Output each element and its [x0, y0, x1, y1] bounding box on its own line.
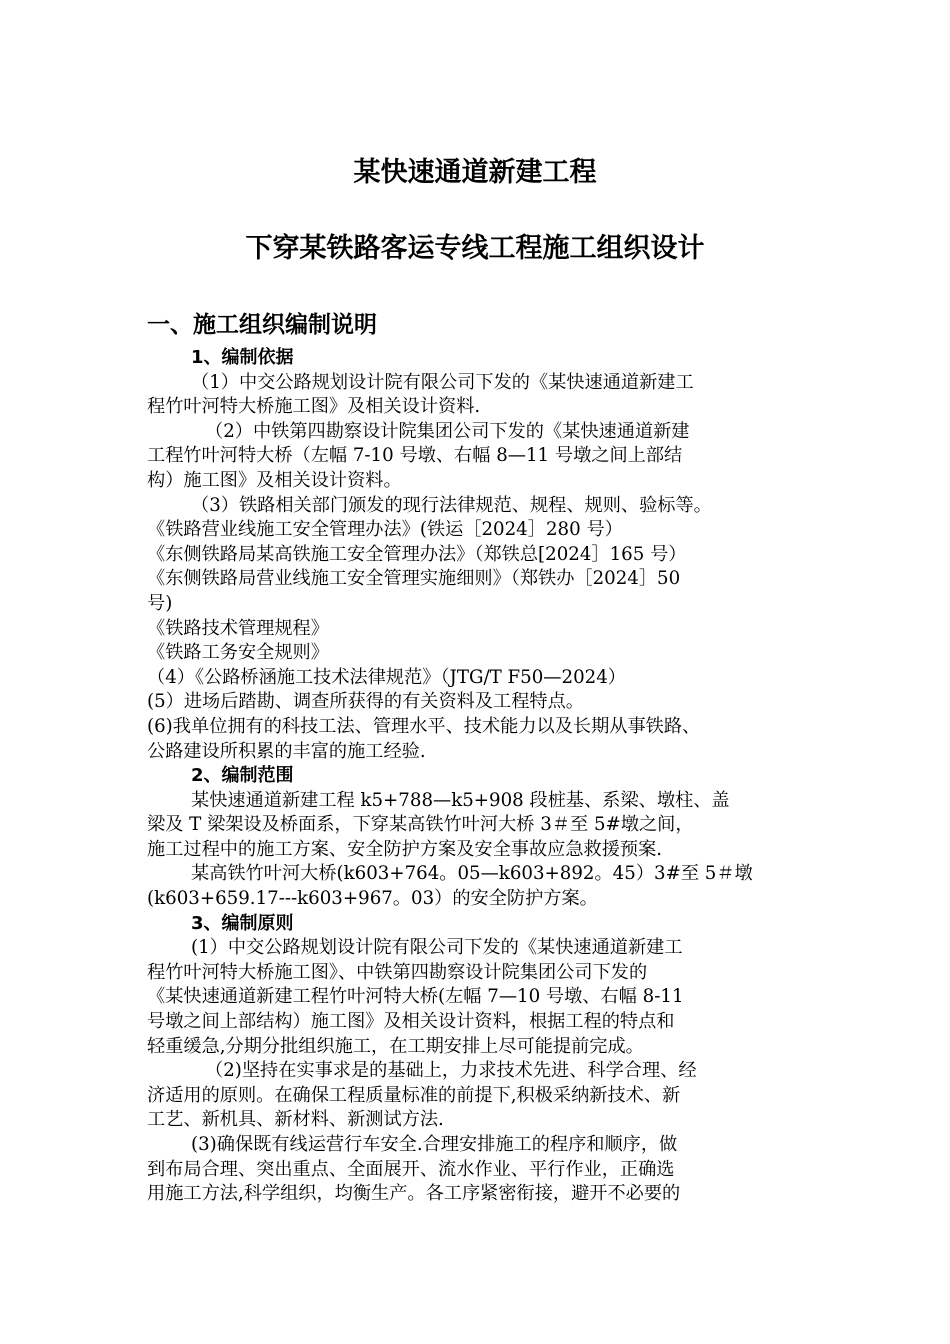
subsection-heading: 2、编制范围	[191, 765, 294, 787]
body-line: 《某快速通道新建工程竹叶河特大桥(左幅 7—10 号墩、右幅 8-11	[147, 986, 684, 1008]
body-line: 工艺、新机具、新材料、新测试方法.	[147, 1109, 444, 1131]
body-line: 《铁路营业线施工安全管理办法》(铁运［2024］280 号）	[147, 519, 623, 541]
body-line: 公路建设所积累的丰富的施工经验.	[147, 740, 426, 762]
body-line: （2)坚持在实事求是的基础上，力求技术先进、科学合理、经	[205, 1060, 697, 1082]
body-line: 程竹叶河特大桥施工图》、中铁第四勘察设计院集团公司下发的	[147, 961, 648, 983]
body-line: （1）中交公路规划设计院有限公司下发的《某快速通道新建工	[191, 371, 694, 393]
body-line: (k603+659.17---k603+967。03）的安全防护方案。	[147, 888, 598, 910]
body-line: (6)我单位拥有的科技工法、管理水平、技术能力以及长期从事铁路、	[147, 715, 701, 737]
body-line: 某高铁竹叶河大桥(k603+764。05—k603+892。45）3#至 5＃墩	[191, 863, 753, 885]
body-line: 《铁路技术管理规程》	[147, 617, 329, 639]
body-line: 《东侧铁路局营业线施工安全管理实施细则》（郑铁办［2024］50	[147, 568, 681, 590]
body-line: 梁及 T 梁架设及桥面系，下穿某高铁竹叶河大桥 3＃至 5#墩之间，	[147, 814, 694, 836]
subsection-heading: 1、编制依据	[191, 347, 294, 368]
body-line: 施工过程中的施工方案、安全防护方案及安全事故应急救援预案.	[147, 838, 663, 860]
body-line: 济适用的原则。在确保工程质量标准的前提下,积极采纳新技术、新	[147, 1084, 681, 1106]
body-line: (3)确保既有线运营行车安全.合理安排施工的程序和顺序，做	[191, 1134, 678, 1155]
body-line: 《铁路工务安全规则》	[147, 642, 329, 664]
body-line: （3）铁路相关部门颁发的现行法律规范、规程、规则、验标等。	[191, 494, 712, 516]
body-line: 号)	[147, 592, 173, 614]
body-line: (5）进场后踏勘、调查所获得的有关资料及工程特点。	[147, 691, 584, 713]
document-body	[147, 346, 827, 1207]
body-line: 号墩之间上部结构）施工图》及相关设计资料，根据工程的特点和	[147, 1011, 675, 1033]
document-title-line2: 下穿某铁路客运专线工程施工组织设计	[245, 233, 705, 264]
body-line: 《东侧铁路局某高铁施工安全管理办法》（郑铁总[2024］165 号）	[147, 543, 687, 565]
body-line: (1）中交公路规划设计院有限公司下发的《某快速通道新建工	[191, 937, 683, 959]
body-line: 工程竹叶河特大桥（左幅 7-10 号墩、右幅 8—11 号墩之间上部结	[147, 445, 683, 467]
body-line: 构）施工图》及相关设计资料。	[147, 469, 402, 491]
body-line: 到布局合理、突出重点、全面展开、流水作业、平行作业，正确选	[147, 1158, 675, 1180]
body-line: （4）《公路桥涵施工技术法律规范》（JTG/T F50—2024）	[147, 666, 626, 688]
body-line: 轻重缓急,分期分批组织施工，在工期安排上尽可能提前完成。	[147, 1035, 644, 1057]
body-line: 程竹叶河特大桥施工图》及相关设计资料.	[147, 396, 481, 418]
subsection-heading: 3、编制原则	[191, 912, 294, 934]
section-heading: 一、施工组织编制说明	[147, 312, 377, 338]
document-title-line1: 某快速通道新建工程	[353, 157, 597, 188]
body-line: （2）中铁第四勘察设计院集团公司下发的《某快速通道新建	[205, 420, 690, 442]
body-line: 用施工方法,科学组织，均衡生产。各工序紧密衔接，避开不必要的	[147, 1183, 681, 1205]
body-line: 某快速通道新建工程 k5+788—k5+908 段桩基、系梁、墩柱、盖	[191, 789, 730, 811]
